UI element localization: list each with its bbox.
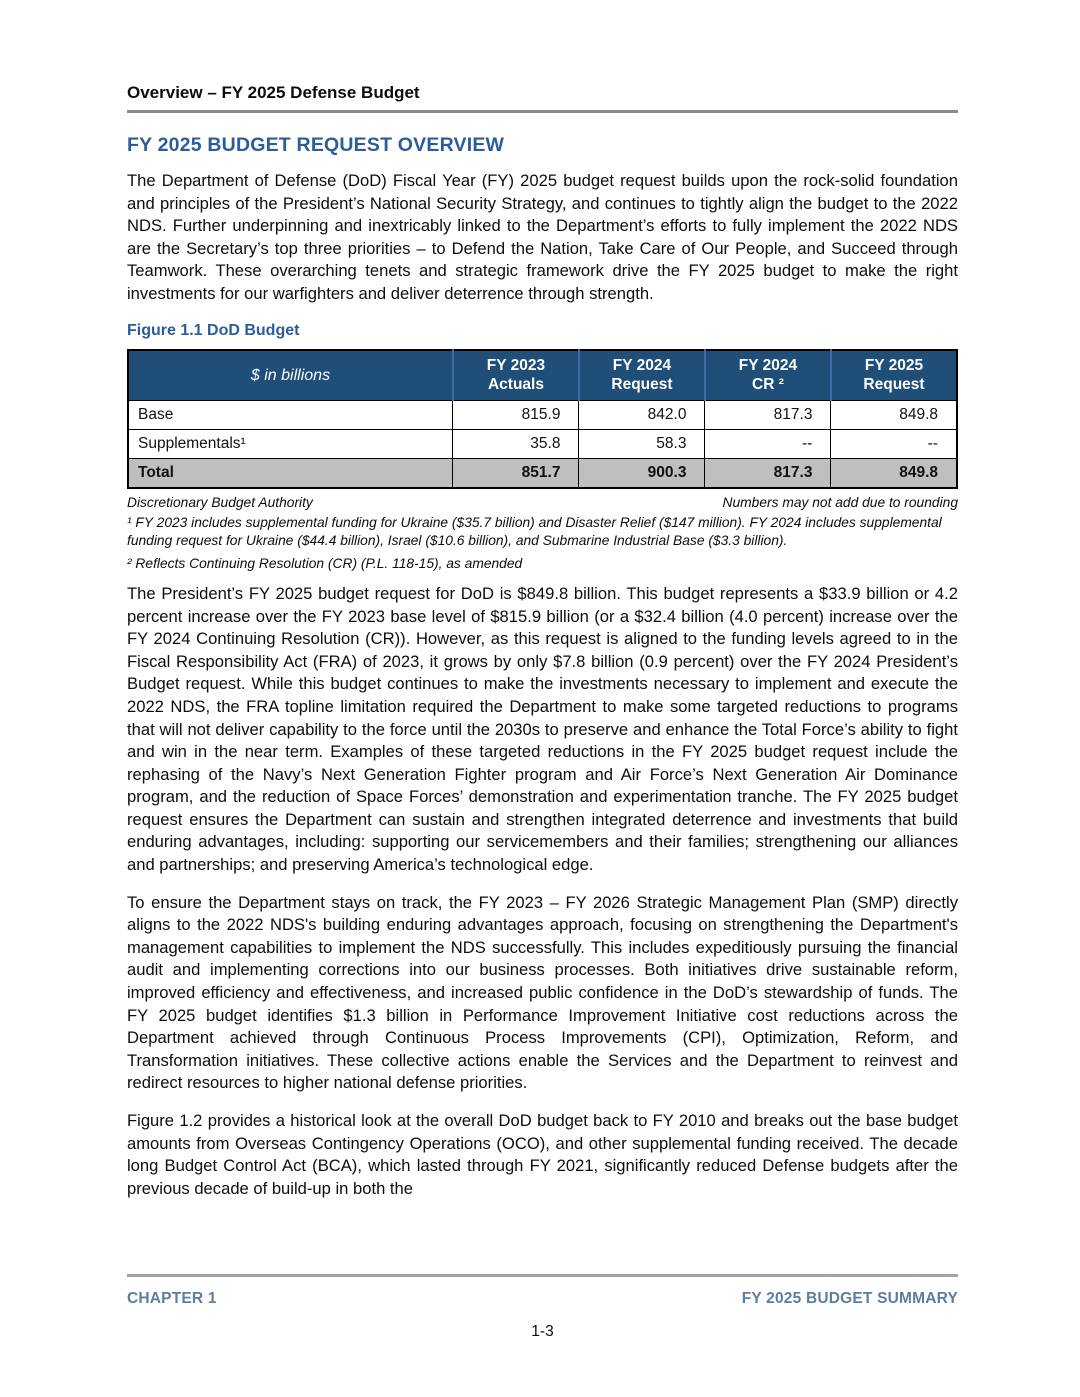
column-header-line1: FY 2025 [864,357,924,375]
footnote-2: ² Reflects Continuing Resolution (CR) (P.L. 118-15), as amended [127,556,523,572]
page-footer [127,1274,958,1341]
table-cell: 817.3 [705,400,831,429]
column-header-line2: Actuals [487,376,544,394]
note-discretionary: Discretionary Budget Authority [127,494,313,510]
column-header-fy2025-request [831,350,957,401]
header-rule [127,110,958,113]
table-cell: 900.3 [579,458,705,488]
table-cell: 58.3 [579,429,705,458]
table-cell: 849.8 [831,400,957,429]
table-cell: 851.7 [453,458,579,488]
table-header-row [128,350,957,401]
running-header: Overview – FY 2025 Defense Budget [127,83,420,102]
footer-rule [127,1274,958,1277]
table-notes-row [127,495,958,510]
table-row-base [128,400,957,429]
column-header-line2: Request [863,376,925,394]
page-number: 1-3 [531,1323,554,1340]
column-header-line1: FY 2024 [612,357,672,375]
table-cell: 817.3 [705,458,831,488]
units-header-cell [128,350,453,401]
table-row-total [128,458,957,488]
note-rounding: Numbers may not add due to rounding [722,494,958,510]
column-header-fy2024-request [579,350,705,401]
footnote-1: ¹ FY 2023 includes supplemental funding for Ukraine ($35.7 billion) and Disaster Relief ($147 million). FY 2024 includes supplemental funding request for Ukraine ($44.4 billion), Israel ($10.6 billion), and Submarine Industrial Base ($3.3 billion). [127,514,942,549]
column-header-line2: CR ² [752,376,784,394]
budget-table-header [128,350,957,401]
page-title: FY 2025 BUDGET REQUEST OVERVIEW [127,134,505,156]
paragraph-smp: To ensure the Department stays on track, the FY 2023 – FY 2026 Strategic Management Plan (SMP) directly aligns to the 2022 NDS's building enduring advantages approach, focusing on strengthening the Department's management capabilities to implement the NDS successfully. This includes expeditiously pursuing the financial audit and implementing corrections into our business processes. Both initiatives drive sustainable reform, improved efficiency and effectiveness, and increased public confidence in the DoD’s stewardship of funds. The FY 2025 budget identifies $1.3 billion in Performance Improvement Initiative cost reductions across the Department achieved through Continuous Process Improvements (CPI), Optimization, Reform, and Transformation initiatives. These collective actions enable the Services and the Department to reinvest and redirect resources to higher national defense priorities. [127,892,958,1093]
paragraph-intro: The Department of Defense (DoD) Fiscal Year (FY) 2025 budget request builds upon the rock-solid foundation and principles of the President’s National Security Strategy, and continues to tightly align the budget to the 2022 NDS. Further underpinning and inextricably linked to the Department’s efforts to fully implement the 2022 NDS are the Secretary’s top three priorities – to Defend the Nation, Take Care of Our People, and Succeed through Teamwork. These overarching tenets and strategic framework drive the FY 2025 budget to make the right investments for our warfighters and deliver deterrence through strength. [127,171,958,303]
row-label: Base [128,400,453,429]
row-label: Total [128,458,453,488]
figure-caption: Figure 1.1 DoD Budget [127,321,300,339]
table-cell: 842.0 [579,400,705,429]
column-header-line2: Request [611,376,673,394]
spacer [127,574,958,583]
table-cell: 35.8 [453,429,579,458]
column-header-line1: FY 2023 [486,357,546,375]
units-label: $ in billions [250,366,331,384]
table-cell: 849.8 [831,458,957,488]
budget-table [127,349,958,489]
column-header-fy2023-actuals [453,350,579,401]
column-header-fy2024-cr [705,350,831,401]
footer-summary: FY 2025 BUDGET SUMMARY [741,1290,958,1307]
table-cell: -- [831,429,957,458]
column-header-line1: FY 2024 [738,357,798,375]
footer-chapter: CHAPTER 1 [127,1290,217,1307]
row-label: Supplementals¹ [128,429,453,458]
table-row-supplementals [128,429,957,458]
table-cell: -- [705,429,831,458]
table-cell: 815.9 [453,400,579,429]
paragraph-budget-request: The President’s FY 2025 budget request for DoD is $849.8 billion. This budget represents a $33.9 billion or 4.2 percent increase over the FY 2023 base level of $815.9 billion (or a $32.4 billion (4.0 percent) increase over the FY 2024 Continuing Resolution (CR)). However, as this request is aligned to the funding levels agreed to in the Fiscal Responsibility Act (FRA) of 2023, it grows by only $7.8 billion (0.9 percent) over the FY 2024 President’s Budget request. While this budget continues to make the investments necessary to implement and execute the 2022 NDS, the FRA topline limitation required the Department to make some targeted reductions to programs that will not deliver capability to the force until the 2030s to preserve and enhance the Total Force’s ability to fight and win in the near term. Examples of these targeted reductions in the FY 2025 budget request include the rephasing of the Navy’s Next Generation Fighter program and Air Force’s Next Generation Air Dominance program, and the reduction of Space Forces’ demonstration and experimentation tranche. The FY 2025 budget request ensures the Department can sustain and strengthen integrated deterrence and investments that build enduring advantages, including: supporting our servicemembers and their families; strengthening our alliances and partnerships; and preserving America’s technological edge. [127,583,958,875]
paragraph-figure-1-2: Figure 1.2 provides a historical look at the overall DoD budget back to FY 2010 and breaks out the base budget amounts from Overseas Contingency Operations (OCO), and other supplemental funding received. The decade long Budget Control Act (BCA), which lasted through FY 2021, significantly reduced Defense budgets after the previous decade of build-up in both the [127,1111,958,1198]
